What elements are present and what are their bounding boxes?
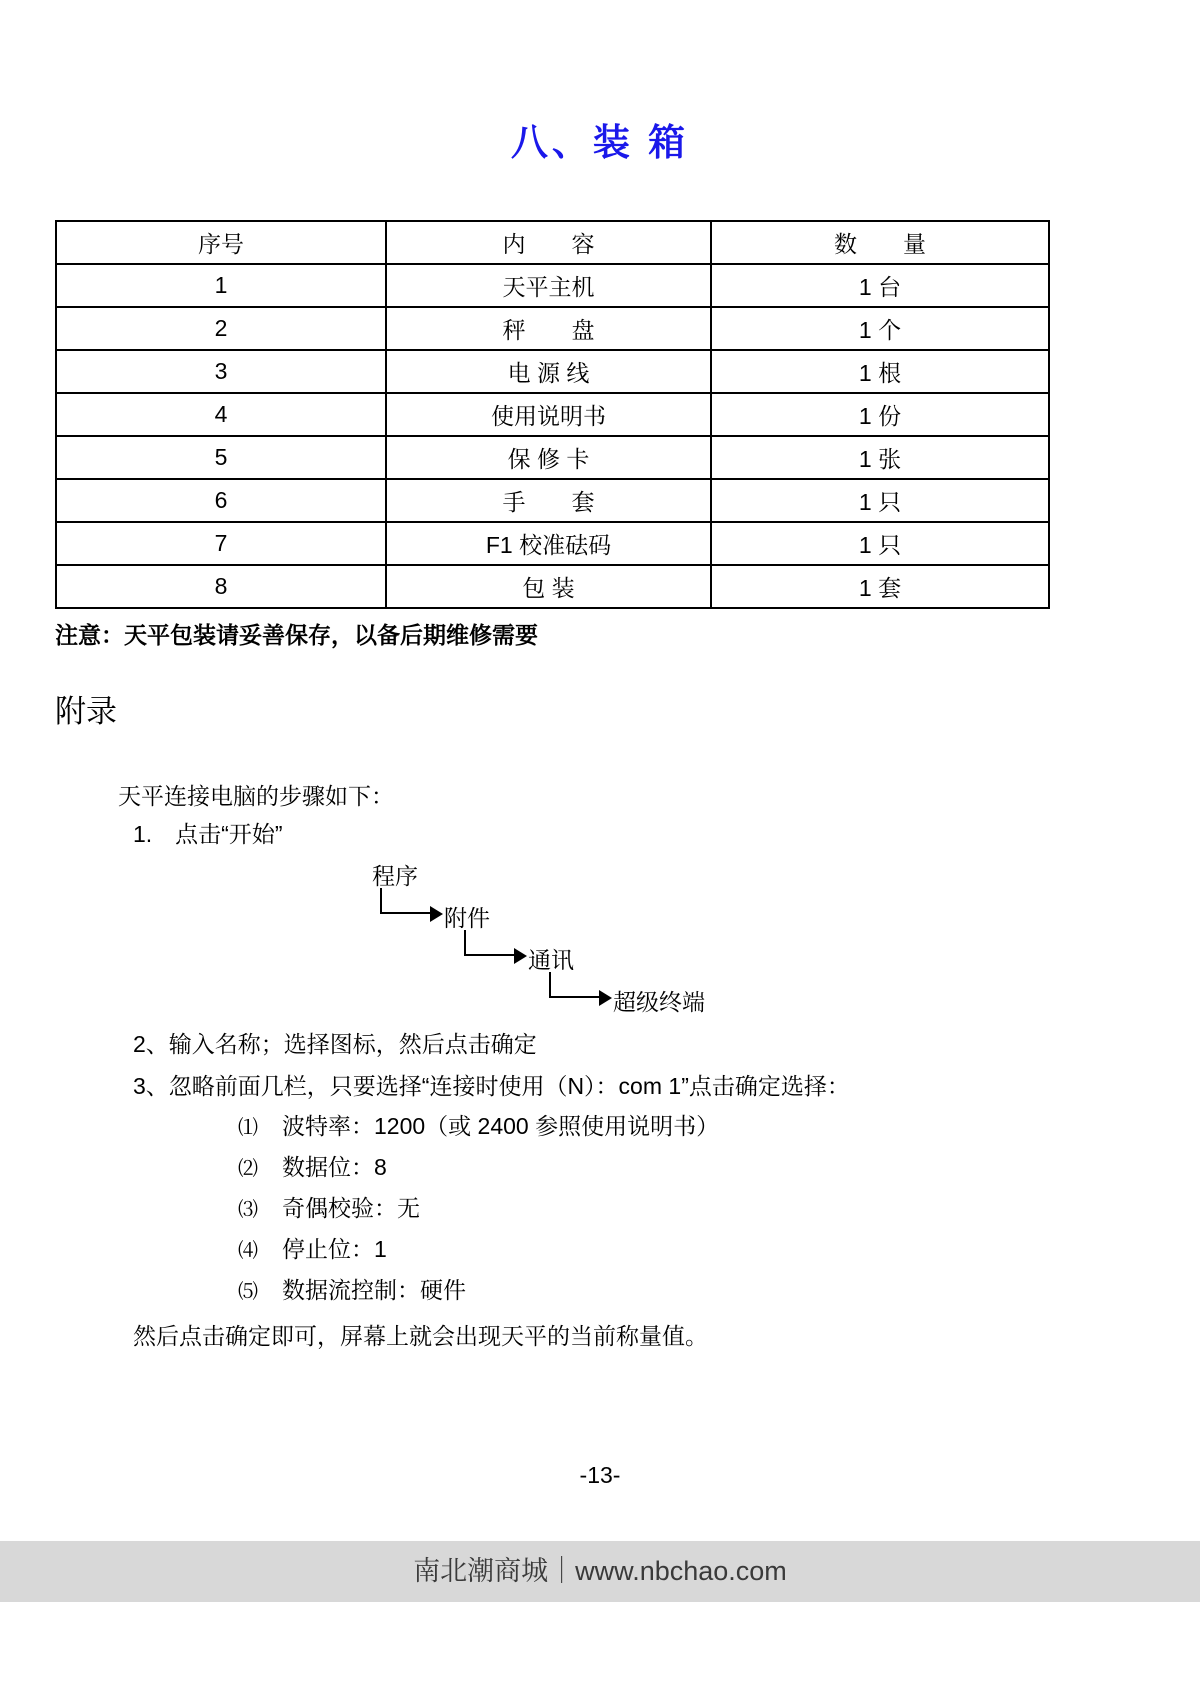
cell-item: 天平主机 <box>386 264 711 307</box>
sub-item-number: ⑵ <box>238 1158 258 1180</box>
cell-qty: 1 套 <box>711 565 1049 608</box>
flow-connector <box>380 888 430 914</box>
table-row <box>56 479 1049 522</box>
table-row <box>56 436 1049 479</box>
cell-no: 7 <box>56 522 386 565</box>
table-row <box>56 307 1049 350</box>
cell-qty: 1 根 <box>711 350 1049 393</box>
header-cell-no: 序号 <box>56 221 386 264</box>
sub-item-text: 波特率：1200（或 2400 参照使用说明书） <box>282 1113 720 1139</box>
flow-connector <box>549 972 599 998</box>
cell-qty: 1 份 <box>711 393 1049 436</box>
page-number: -13- <box>579 1462 621 1488</box>
cell-no: 3 <box>56 350 386 393</box>
header-cell-item: 内 容 <box>386 221 711 264</box>
appendix-title: 附录 <box>55 694 117 729</box>
cell-item: 秤 盘 <box>386 307 711 350</box>
step-1: 1. 点击“开始” <box>133 821 283 847</box>
cell-qty: 1 张 <box>711 436 1049 479</box>
flow-node-hyperterminal: 超级终端 <box>613 989 705 1015</box>
cell-item: 使用说明书 <box>386 393 711 436</box>
cell-no: 1 <box>56 264 386 307</box>
cell-item: 保 修 卡 <box>386 436 711 479</box>
cell-qty: 1 只 <box>711 522 1049 565</box>
sub-item <box>238 1190 420 1223</box>
arrow-right-icon <box>430 906 443 922</box>
cell-no: 8 <box>56 565 386 608</box>
table-row <box>56 264 1049 307</box>
flow-connector <box>464 930 514 956</box>
sub-item-text: 数据位：8 <box>282 1154 387 1180</box>
sub-item <box>238 1231 387 1264</box>
arrow-right-icon <box>514 948 527 964</box>
flow-node-accessories: 附件 <box>444 905 490 931</box>
sub-item-number: ⑸ <box>238 1281 258 1303</box>
step-3: 3、忽略前面几栏，只要选择“连接时使用（N）：com 1”点击确定选择： <box>133 1073 850 1099</box>
closing-text: 然后点击确定即可，屏幕上就会出现天平的当前称量值。 <box>133 1323 708 1349</box>
packing-note: 注意：天平包装请妥善保存，以备后期维修需要 <box>55 622 538 648</box>
sub-item <box>238 1108 719 1141</box>
cell-item: F1 校准砝码 <box>386 522 711 565</box>
table-row <box>56 522 1049 565</box>
footer-band <box>0 1541 1200 1602</box>
sub-item <box>238 1272 466 1305</box>
cell-qty: 1 只 <box>711 479 1049 522</box>
sub-item-text: 停止位：1 <box>282 1236 387 1262</box>
steps-intro: 天平连接电脑的步骤如下： <box>118 783 394 809</box>
arrow-right-icon <box>599 990 612 1006</box>
table-header-row <box>56 221 1049 264</box>
table-row <box>56 350 1049 393</box>
table-row <box>56 393 1049 436</box>
cell-no: 4 <box>56 393 386 436</box>
footer-text: 南北潮商城｜www.nbchao.com <box>413 1556 787 1586</box>
cell-qty: 1 个 <box>711 307 1049 350</box>
cell-no: 5 <box>56 436 386 479</box>
page-title: 八、装 箱 <box>510 122 690 163</box>
cell-item: 手 套 <box>386 479 711 522</box>
step-2: 2、输入名称；选择图标，然后点击确定 <box>133 1031 537 1057</box>
cell-qty: 1 台 <box>711 264 1049 307</box>
table-row <box>56 565 1049 608</box>
cell-item: 包 装 <box>386 565 711 608</box>
packing-list-table <box>55 220 1050 609</box>
header-cell-qty: 数 量 <box>711 221 1049 264</box>
cell-no: 2 <box>56 307 386 350</box>
sub-item-text: 数据流控制：硬件 <box>282 1277 466 1303</box>
flow-node-program: 程序 <box>372 863 418 889</box>
cell-no: 6 <box>56 479 386 522</box>
sub-item-text: 奇偶校验：无 <box>282 1195 420 1221</box>
sub-item <box>238 1149 387 1182</box>
sub-item-number: ⑷ <box>238 1240 258 1262</box>
sub-item-number: ⑴ <box>238 1117 258 1139</box>
flow-node-communication: 通讯 <box>528 947 574 973</box>
sub-item-number: ⑶ <box>238 1199 258 1221</box>
cell-item: 电 源 线 <box>386 350 711 393</box>
